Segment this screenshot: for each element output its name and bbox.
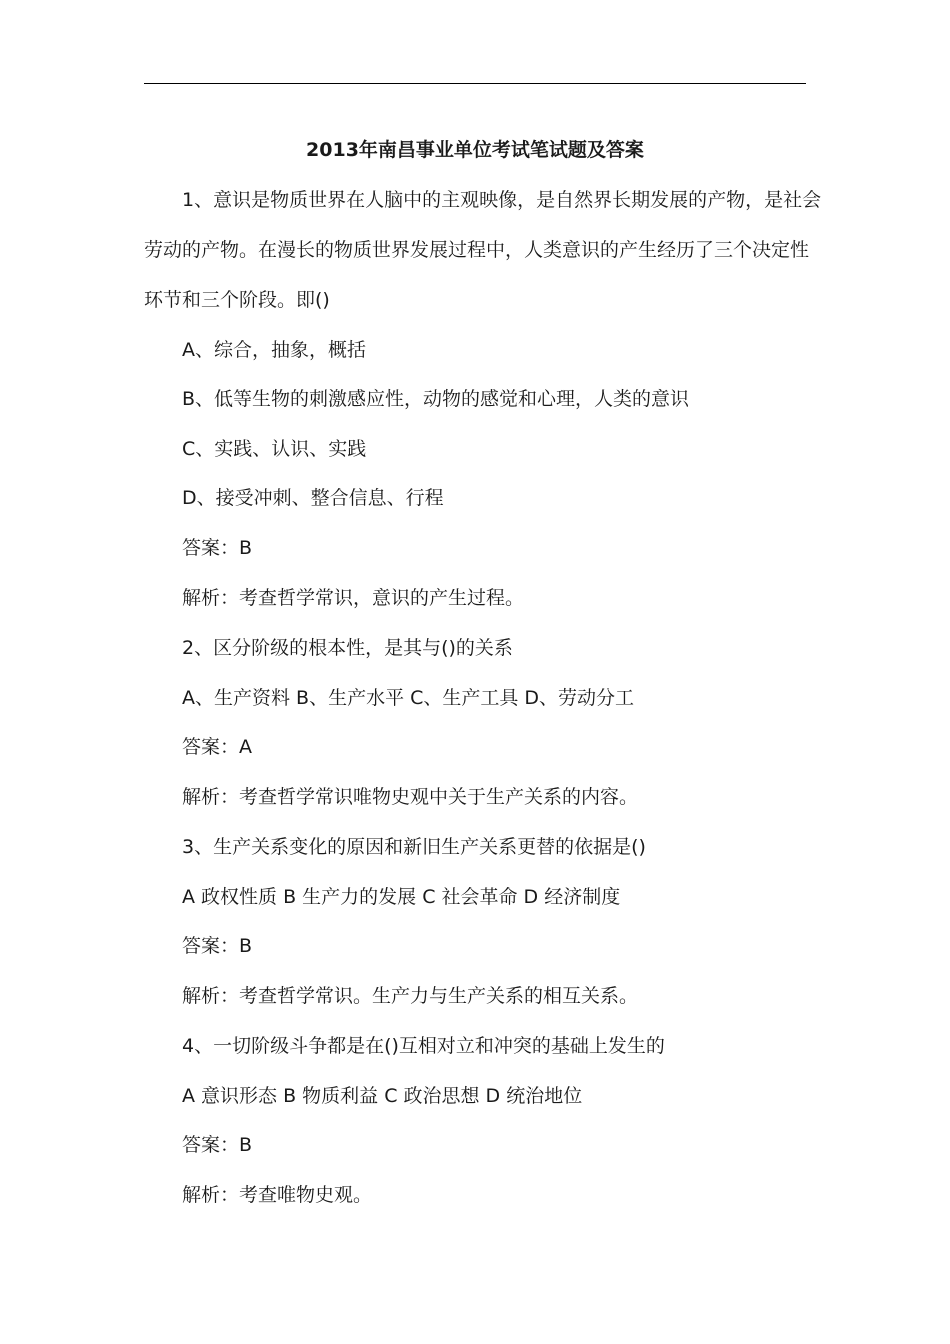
q2-answer: 答案：A <box>182 736 252 758</box>
q4-answer: 答案：B <box>182 1134 253 1156</box>
q2-stem: 2、区分阶级的根本性，是其与()的关系 <box>182 637 513 659</box>
q1-option-d: D、接受冲刺、整合信息、行程 <box>182 487 444 509</box>
q1-analysis: 解析：考查哲学常识，意识的产生过程。 <box>182 587 525 609</box>
q1-option-b: B、低等生物的刺激感应性，动物的感觉和心理，人类的意识 <box>182 388 690 410</box>
header-rule <box>144 83 806 84</box>
q4-stem: 4、一切阶级斗争都是在()互相对立和冲突的基础上发生的 <box>182 1035 665 1057</box>
q2-analysis: 解析：考查哲学常识唯物史观中关于生产关系的内容。 <box>182 786 639 808</box>
q1-stem-line1: 1、意识是物质世界在人脑中的主观映像，是自然界长期发展的产物，是社会 <box>182 189 822 211</box>
q3-stem: 3、生产关系变化的原因和新旧生产关系更替的依据是() <box>182 836 646 858</box>
q1-answer: 答案：B <box>182 537 253 559</box>
q3-answer: 答案：B <box>182 935 253 957</box>
q2-options: A、生产资料 B、生产水平 C、生产工具 D、劳动分工 <box>182 687 635 709</box>
q1-stem-line2: 劳动的产物。在漫长的物质世界发展过程中，人类意识的产生经历了三个决定性 <box>144 239 810 261</box>
document-title: 2013年南昌事业单位考试笔试题及答案 <box>306 139 644 161</box>
q1-stem-line3: 环节和三个阶段。即() <box>144 289 330 311</box>
q4-analysis: 解析：考查唯物史观。 <box>182 1184 373 1206</box>
q3-options: A 政权性质 B 生产力的发展 C 社会革命 D 经济制度 <box>182 886 621 908</box>
q1-option-a: A、综合，抽象，概括 <box>182 339 366 361</box>
q1-option-c: C、实践、认识、实践 <box>182 438 367 460</box>
q4-options: A 意识形态 B 物质利益 C 政治思想 D 统治地位 <box>182 1085 583 1107</box>
q3-analysis: 解析：考查哲学常识。生产力与生产关系的相互关系。 <box>182 985 639 1007</box>
